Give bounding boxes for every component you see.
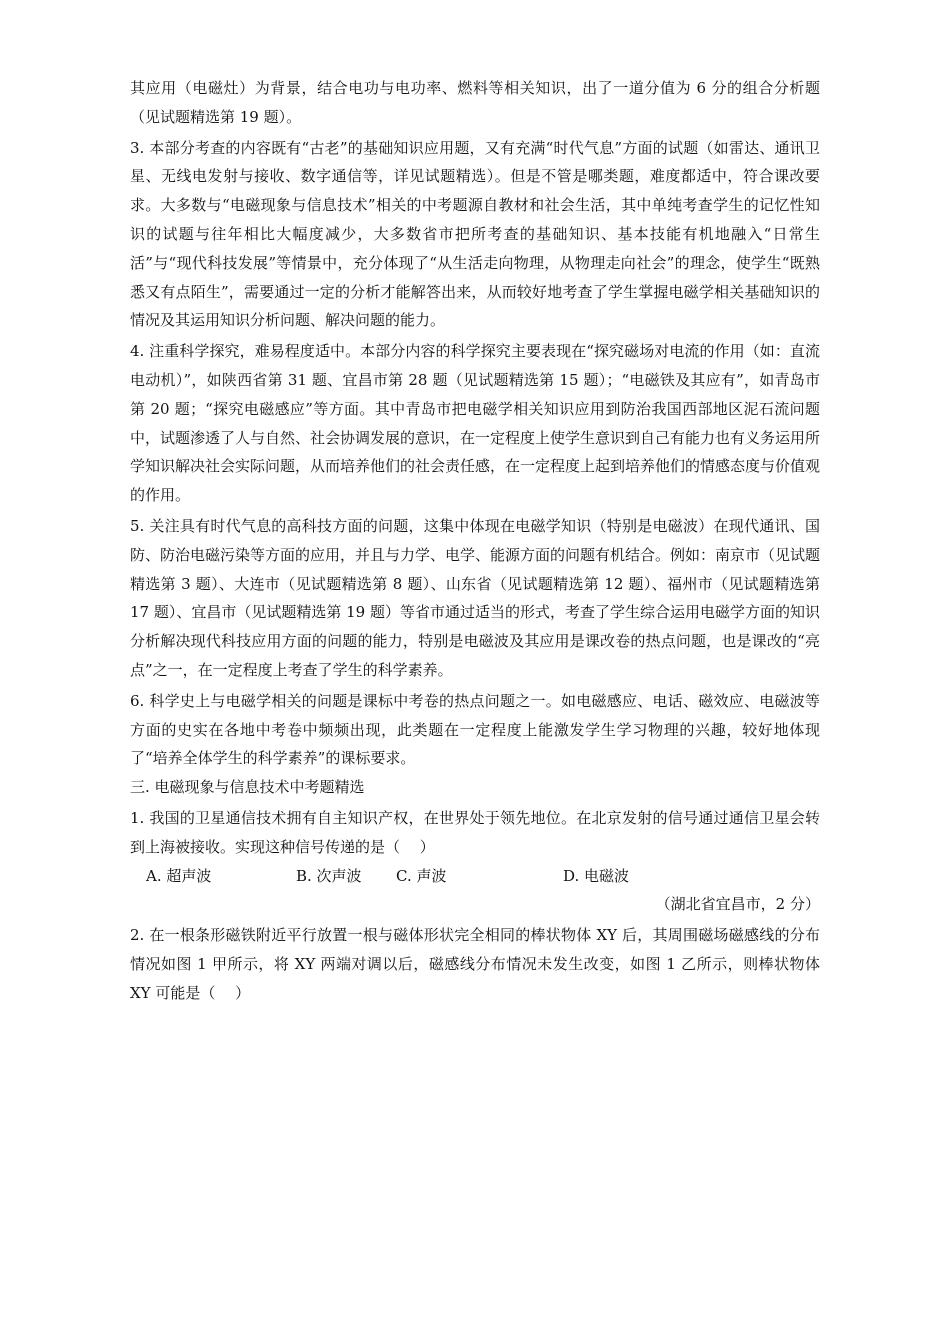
point-5-paragraph: 5. 关注具有时代气息的高科技方面的问题，这集中体现在电磁学知识（特别是电磁波）在现代通讯、国防、防治电磁污染等方面的应用，并且与力学、电学、能源方面的问题有机结合。例如：南京市（见试题精选第 3 题）、大连市（见试题精选第 8 题）、山东省（见试题精选第 12 题）、福州市（见试题精选第 17 题）、宜昌市（见试题精选第 19 题）等省市通过适当的形式，考查了学生综合运用电磁学方面的知识分析解决现代科技应用方面的问题的能力，特别是电磁波及其应用是课改卷的热点问题，也是课改的“亮点”之一，在一定程度上考查了学生的科学素养。 [130,516,821,679]
option-d: D. 电磁波 [563,866,630,885]
option-c: C. 声波 [396,866,447,885]
option-b: B. 次声波 [296,866,362,885]
point-4-paragraph: 4. 注重科学探究，难易程度适中。本部分内容的科学探究主要表现在“探究磁场对电流的作用（如：直流电动机）”，如陕西省第 31 题、宜昌市第 28 题（见试题精选第 15 题）；“电磁铁及其应有”，如青岛市第 20 题；“探究电磁感应”等方面。其中青岛市把电磁学相关知识应用到防治我国西部地区泥石流问题中，试题渗透了人与自然、社会协调发展的意识，在一定程度上使学生意识到自己有能力也有义务运用所学知识解决社会实际问题，从而培养他们的社会责任感，在一定程度上起到培养他们的情感态度与价值观的作用。 [130,342,821,505]
point-3-paragraph: 3. 本部分考查的内容既有“古老”的基础知识应用题，又有充满“时代气息”方面的试题（如雷达、通讯卫星、无线电发射与接收、数字通信等，详见试题精选）。但是不管是哪类题，难度都适中，符合课改要求。大多数与“电磁现象与信息技术”相关的中考题源自教材和社会生活，其中单纯考查学生的记忆性知识的试题与往年相比大幅度减少，大多数省市把所考查的基础知识、基本技能有机地融入“日常生活”与“现代科技发展”等情景中，充分体现了“从生活走向物理，从物理走向社会”的理念，使学生“既熟悉又有点陌生”，需要通过一定的分析才能解答出来，从而较好地考查了学生掌握电磁学相关基础知识的情况及其运用知识分析问题、解决问题的能力。 [130,138,820,330]
question-2-stem: 2. 在一根条形磁铁附近平行放置一根与磁体形状完全相同的棒状物体 XY 后，其周围磁场磁感线的分布情况如图 1 甲所示，将 XY 两端对调以后，磁感线分布情况未发生改变，如图 1 乙所示，则棒状物体 XY 可能是（ ） [130,926,820,1002]
question-1-options [130,862,820,891]
option-a: A. 超声波 [146,866,212,885]
document-page [130,74,820,1008]
question-1-stem: 1. 我国的卫星通信技术拥有自主知识产权，在世界处于领先地位。在北京发射的信号通过通信卫星会转到上海被接收。实现这种信号传递的是（ ） [130,808,820,856]
section-heading: 三. 电磁现象与信息技术中考题精选 [130,778,365,797]
point-6-paragraph: 6. 科学史上与电磁学相关的问题是课标中考卷的热点问题之一。如电磁感应、电话、磁效应、电磁波等方面的史实在各地中考卷中频频出现，此类题在一定程度上能激发学生学习物理的兴趣，较好地体现了“培养全体学生的科学素养”的课标要求。 [130,691,820,768]
question-1-source: （湖北省宜昌市，2 分） [655,895,820,914]
intro-paragraph: 其应用（电磁灶）为背景，结合电功与电功率、燃料等相关知识，出了一道分值为 6 分的组合分析题（见试题精选第 19 题）。 [130,79,820,126]
